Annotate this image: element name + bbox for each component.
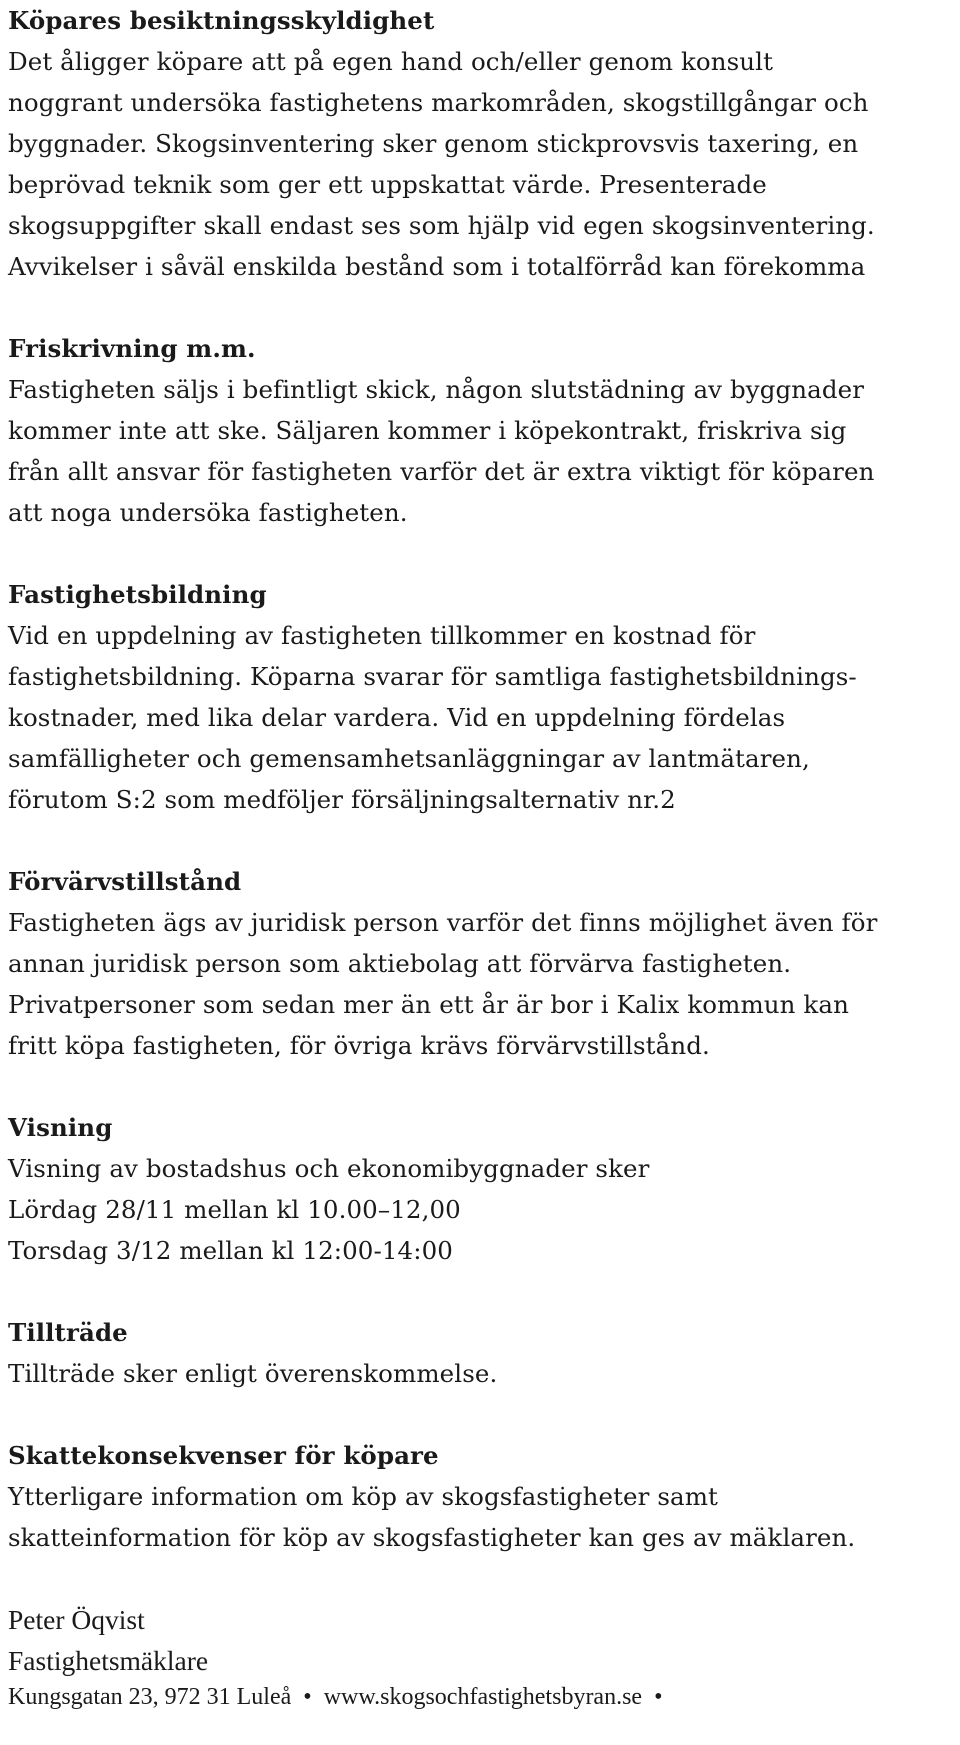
- paragraph-line: beprövad teknik som ger ett uppskattat värde. Presenterade: [8, 170, 767, 199]
- signature-name: Peter Öqvist: [8, 1604, 145, 1635]
- paragraph-line: Ytterligare information om köp av skogsfastigheter samt: [8, 1482, 719, 1511]
- signature-title: Fastighetsmäklare: [8, 1645, 209, 1676]
- signature-block: [8, 1599, 956, 1681]
- section-heading: Köpares besiktningsskyldighet: [8, 6, 435, 35]
- paragraph-line: byggnader. Skogsinventering sker genom stickprovsvis taxering, en: [8, 129, 859, 158]
- paragraph-line: annan juridisk person som aktiebolag att förvärva fastigheten.: [8, 949, 792, 978]
- document-page: [8, 0, 956, 1713]
- section-heading: Fastighetsbildning: [8, 580, 267, 609]
- section-heading: Skattekonsekvenser för köpare: [8, 1441, 439, 1470]
- paragraph-line: Avvikelser i såväl enskilda bestånd som i totalförråd kan förekomma: [8, 252, 866, 281]
- section-friskrivning: [8, 328, 956, 533]
- paragraph-line: förutom S:2 som medföljer försäljningsalternativ nr.2: [8, 785, 676, 814]
- paragraph-line: noggrant undersöka fastighetens markområden, skogstillgångar och: [8, 88, 869, 117]
- paragraph-line: Visning av bostadshus och ekonomibyggnader sker: [8, 1154, 650, 1183]
- section-kopares-besiktningsskyldighet: [8, 0, 956, 287]
- section-heading: Tillträde: [8, 1318, 128, 1347]
- paragraph-line: Torsdag 3/12 mellan kl 12:00-14:00: [8, 1236, 453, 1265]
- section-skattekonsekvenser: [8, 1435, 956, 1558]
- paragraph-line: kommer inte att ske. Säljaren kommer i köpekontrakt, friskriva sig: [8, 416, 847, 445]
- paragraph-line: Fastigheten säljs i befintligt skick, någon slutstädning av byggnader: [8, 375, 865, 404]
- paragraph-line: fritt köpa fastigheten, för övriga krävs förvärvstillstånd.: [8, 1031, 710, 1060]
- paragraph-line: kostnader, med lika delar vardera. Vid en uppdelning fördelas: [8, 703, 786, 732]
- section-visning: [8, 1107, 956, 1271]
- paragraph-line: Tillträde sker enligt överenskommelse.: [8, 1359, 498, 1388]
- paragraph-line: att noga undersöka fastigheten.: [8, 498, 408, 527]
- paragraph-line: samfälligheter och gemensamhetsanläggningar av lantmätaren,: [8, 744, 810, 773]
- paragraph-line: Det åligger köpare att på egen hand och/eller genom konsult: [8, 47, 774, 76]
- paragraph-line: Vid en uppdelning av fastigheten tillkommer en kostnad för: [8, 621, 756, 650]
- paragraph-line: Lördag 28/11 mellan kl 10.00–12,00: [8, 1195, 461, 1224]
- section-tilltrade: [8, 1312, 956, 1394]
- section-heading: Förvärvstillstånd: [8, 867, 242, 896]
- paragraph-line: från allt ansvar för fastigheten varför det är extra viktigt för köparen: [8, 457, 875, 486]
- section-fastighetsbildning: [8, 574, 956, 820]
- footer-address: Kungsgatan 23, 972 31 Luleå: [8, 1684, 292, 1710]
- section-heading: Visning: [8, 1113, 113, 1142]
- paragraph-line: Fastigheten ägs av juridisk person varför det finns möjlighet även för: [8, 908, 878, 937]
- footer-website[interactable]: www.skogsochfastighetsbyran.se: [323, 1684, 643, 1710]
- section-forvarvstillstand: [8, 861, 956, 1066]
- section-heading: Friskrivning m.m.: [8, 334, 256, 363]
- paragraph-line: Privatpersoner som sedan mer än ett år är bor i Kalix kommun kan: [8, 990, 849, 1019]
- bullet-separator: •: [303, 1684, 312, 1710]
- bullet-separator: •: [654, 1684, 663, 1710]
- footer: [8, 1681, 956, 1713]
- paragraph-line: skogsuppgifter skall endast ses som hjälp vid egen skogsinventering.: [8, 211, 875, 240]
- paragraph-line: fastighetsbildning. Köparna svarar för samtliga fastighetsbildnings-: [8, 662, 857, 691]
- paragraph-line: skatteinformation för köp av skogsfastigheter kan ges av mäklaren.: [8, 1523, 856, 1552]
